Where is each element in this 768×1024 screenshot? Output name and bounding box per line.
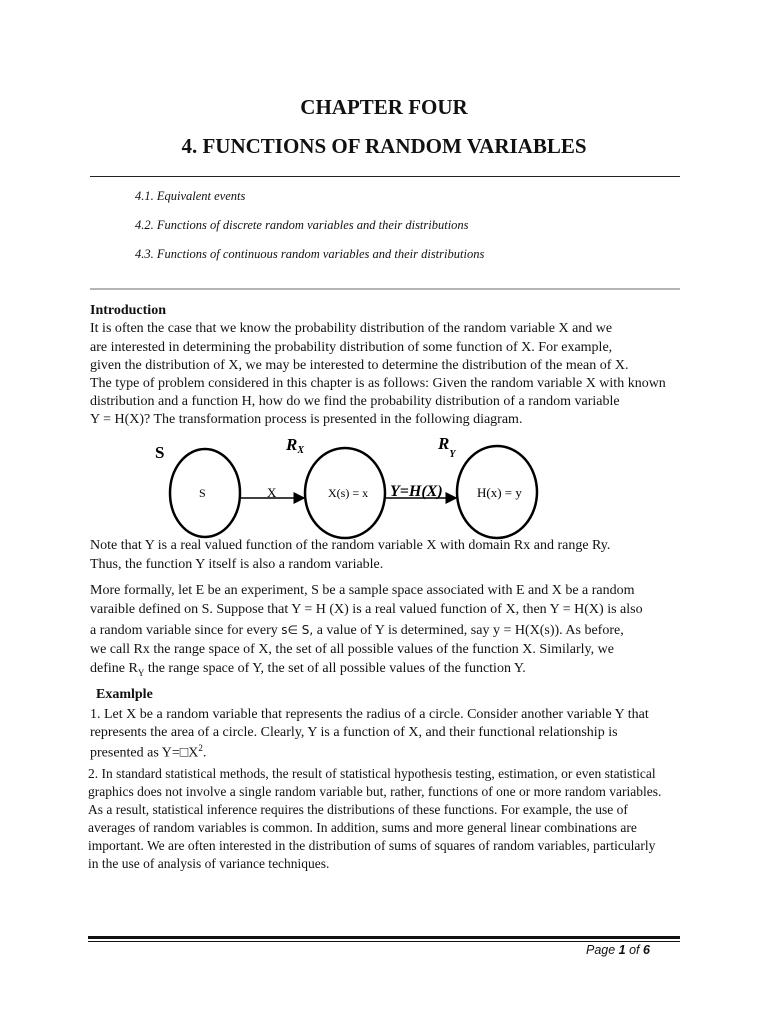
example-line: presented as $Y=□X^2$. <box>90 743 207 761</box>
circle3-text: H(x) = y <box>477 485 522 500</box>
intro-line: Y = H(X)? The transformation process is presented in the following diagram. <box>90 412 523 427</box>
intro-heading: Introduction <box>90 303 166 318</box>
transformation-diagram <box>0 425 768 540</box>
example-line: averages of random variables is common. In addition, sums and more general linear combinations are <box>88 820 637 835</box>
toc-divider <box>90 288 680 290</box>
example-heading: Examlple <box>96 687 153 702</box>
note-line: Thus, the function Y itself is also a random variable. <box>90 557 384 572</box>
title-divider <box>90 176 680 177</box>
formal-line: we call Rx the range space of X, the set of all possible values of the function X. Similarly, we <box>90 642 614 657</box>
example-line: As a result, statistical inference requires the distributions of these functions. For example, the use of <box>88 802 628 817</box>
example-line: 2. In standard statistical methods, the result of statistical hypothesis testing, estimation, or even statistical <box>88 766 656 781</box>
intro-line: distribution and a function H, how do we find the probability distribution of a random variable <box>90 394 620 409</box>
chapter-title: 4. FUNCTIONS OF RANDOM VARIABLES <box>181 134 587 158</box>
footer-rule-thin <box>88 941 680 942</box>
note-line: Note that Y is a real valued function of the random variable X with domain Rx and range Ry. <box>90 538 611 553</box>
toc-item-3: 4.3. Functions of continuous random variables and their distributions <box>135 247 485 261</box>
circle2-text: X(s) = x <box>328 486 369 500</box>
example-line: important. We are often interested in the distribution of sums of squares of random variables, particularly <box>88 838 656 853</box>
formal-line: define $R_Y$ the range space of Y, the set of all possible values of the function Y. <box>90 661 526 678</box>
intro-line: The type of problem considered in this chapter is as follows: Given the random variable X with known <box>90 376 666 391</box>
page-number: Page 1 of 6 <box>586 943 650 957</box>
sample-space-label: S <box>155 443 165 462</box>
chapter-heading: CHAPTER FOUR <box>300 95 468 119</box>
example-line: 1. Let X be a random variable that represents the radius of a circle. Consider another variable Y that <box>90 707 649 722</box>
intro-line: are interested in determining the probability distribution of some function of X. For example, <box>90 340 613 355</box>
example-line: in the use of analysis of variance techniques. <box>88 856 330 871</box>
intro-line: It is often the case that we know the probability distribution of the random variable X and we <box>90 321 613 336</box>
footer-rule-thick <box>88 936 680 939</box>
h-arrow-label: Y=H(X) <box>390 483 443 500</box>
example-line: represents the area of a circle. Clearly, Y is a function of X, and their functional relationship is <box>90 725 618 740</box>
x-arrow-label: X <box>267 485 277 500</box>
range-x-label: RX <box>286 435 305 456</box>
formal-line: a random variable since for every s∈ S, a value of Y is determined, say y = H(X(s)). As before, <box>90 623 624 638</box>
toc-item-1: 4.1. Equivalent events <box>135 189 246 203</box>
formal-line: More formally, let E be an experiment, S be a sample space associated with E and X be a random <box>90 583 635 598</box>
intro-line: given the distribution of X, we may be interested to determine the distribution of the mean of X. <box>90 358 629 373</box>
range-y-label: $R_Y$ <box>438 434 456 460</box>
circle1-text: S <box>199 486 206 500</box>
toc-item-2: 4.2. Functions of discrete random variables and their distributions <box>135 218 469 232</box>
formal-line: varaible defined on S. Suppose that Y = H (X) is a real valued function of X, then Y = H(X) is also <box>90 602 643 617</box>
example-line: graphics does not involve a single random variable but, rather, functions of one or more random variables. <box>88 784 662 799</box>
